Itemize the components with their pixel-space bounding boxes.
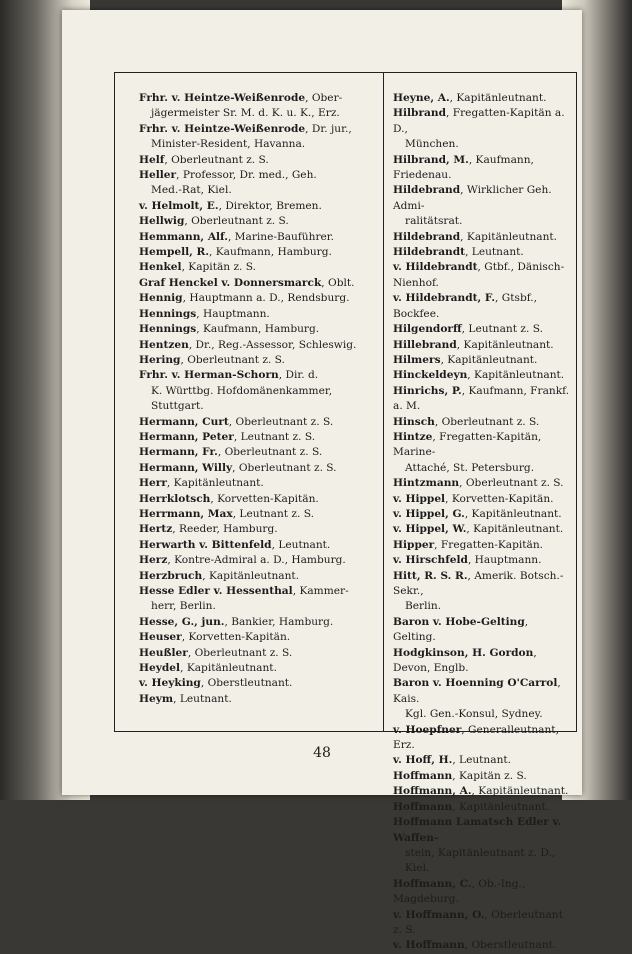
entry-text: , Fregatten-Kapitän, Marine- (393, 430, 542, 459)
directory-entry (393, 938, 571, 953)
entry-text: , Leutnant. (452, 754, 512, 767)
directory-entry (393, 91, 571, 106)
entry-name: Graf Henckel v. Donnersmarck (139, 276, 322, 289)
entry-text: , Kaufmann, Friedenau. (393, 153, 534, 182)
entry-name: Heuser (139, 631, 182, 644)
entry-name: v. Hoffmann, O. (393, 908, 485, 921)
entry-name: Hesse, G., jun. (139, 615, 225, 628)
directory-entry (393, 507, 571, 522)
directory-entry (139, 368, 377, 414)
entry-text: , Oberleutnant z. S. (228, 415, 334, 428)
entry-text: , Kapitän z. S. (452, 769, 527, 782)
entry-text: , Leutnant. (173, 692, 232, 705)
directory-entry (393, 769, 571, 784)
directory-entry (393, 476, 571, 491)
entry-name: Hilbrand (393, 107, 447, 120)
entry-continuation: jägermeister Sr. M. d. K. u. K., Erz. (151, 107, 340, 120)
directory-entry (393, 338, 571, 353)
entry-name: Hildebrand (393, 230, 461, 243)
entry-name: Hodgkinson, H. Gordon (393, 646, 534, 659)
directory-entry (393, 153, 571, 184)
right-column (393, 91, 571, 954)
entry-text: , Gtsbf., Bockfee. (393, 292, 537, 320)
directory-entry (393, 908, 571, 939)
directory-entry (139, 692, 377, 707)
entry-name: Hilmers (393, 353, 441, 366)
entry-text: , Oberstleutnant. (200, 677, 293, 690)
entry-name: Hildebrandt (393, 246, 466, 259)
entry-name: v. Hippel, W. (393, 523, 467, 536)
directory-entry (139, 630, 377, 645)
directory-entry (139, 522, 377, 537)
entry-text: , Direktor, Bremen. (218, 199, 322, 212)
directory-entry (139, 276, 377, 291)
directory-entry (393, 230, 571, 245)
directory-entry (139, 230, 377, 245)
entry-name: v. Hirschfeld (393, 554, 468, 567)
directory-entry (139, 569, 377, 584)
directory-entry (393, 646, 571, 677)
directory-entry (139, 661, 377, 676)
entry-name: Herzbruch (139, 569, 203, 582)
directory-entry (139, 507, 377, 522)
entry-name: Herrklotsch (139, 492, 211, 505)
entry-text: , Kontre-Admiral a. D., Hamburg. (167, 554, 346, 567)
directory-entry (393, 353, 571, 368)
entry-name: Baron v. Hobe-Gelting (393, 615, 525, 628)
entry-name: Heydel (139, 662, 181, 675)
entry-text: , Kapitänleutnant. (456, 338, 554, 351)
directory-entry (393, 183, 571, 229)
entry-name: Hitt, R. S. R. (393, 569, 468, 582)
entry-text: , Oberleutnant z. S. (459, 477, 564, 490)
directory-entry (139, 307, 377, 322)
directory-entry (139, 168, 377, 199)
entry-text: , Fregatten-Kapitän. (434, 538, 544, 551)
entry-name: Henkel (139, 261, 182, 274)
entry-text: , Leutnant z. S. (232, 507, 314, 520)
entry-text: , Oberleutnant z. S. (184, 215, 289, 228)
entry-name: Heußler (139, 646, 188, 659)
entry-continuation: Med.-Rat, Kiel. (151, 184, 232, 197)
entry-text: , Leutnant. (271, 538, 331, 551)
entry-text: , Kapitänleutnant. (449, 92, 547, 104)
directory-entry (139, 199, 377, 214)
entry-name: Hentzen (139, 338, 189, 351)
entry-name: Hertz (139, 523, 173, 536)
entry-name: Hipper (393, 538, 435, 551)
entry-name: Frhr. v. Heintze-Weißenrode (139, 92, 306, 104)
entry-text: , Oberleutnant z. S. (180, 353, 285, 366)
directory-entry (393, 553, 571, 568)
directory-entry (393, 877, 571, 908)
entry-name: v. Hippel, G. (393, 507, 465, 520)
directory-entry (139, 338, 377, 353)
entry-name: Hennings (139, 307, 197, 320)
entry-text: , Amerik. Botsch.-Sekr., (393, 569, 564, 597)
entry-text: , Ob.-Ing., Magdeburg. (393, 877, 526, 906)
directory-entry (393, 615, 571, 646)
entry-name: Hermann, Fr. (139, 446, 218, 459)
directory-entry (139, 122, 377, 153)
entry-continuation: München. (405, 138, 459, 151)
entry-name: Hinrichs, P. (393, 384, 462, 397)
directory-entry (393, 800, 571, 815)
directory-entry (139, 91, 377, 122)
entry-name: Hennig (139, 292, 183, 305)
entry-text: , Kais. (393, 677, 561, 705)
entry-name: v. Hoffmann (393, 939, 465, 952)
entry-text: , Kaufmann, Hamburg. (196, 323, 320, 336)
directory-entry (393, 569, 571, 615)
entry-name: Hoffmann, C. (393, 877, 472, 890)
entry-continuation: stein, Kapitänleutnant z. D., Kiel. (405, 846, 556, 875)
entry-text: , Oberleutnant z. S. (393, 908, 563, 936)
entry-name: Hilbrand, M. (393, 153, 469, 166)
entry-text: , Devon, Englb. (393, 646, 537, 675)
entry-text: , Oberleutnant z. S. (434, 415, 540, 428)
entry-continuation: Attaché, St. Petersburg. (405, 461, 535, 474)
entry-name: Hoffmann (393, 769, 453, 782)
entry-continuation: Berlin. (405, 600, 442, 613)
entry-text: , Kapitänleutnant. (440, 353, 538, 366)
entry-text: , Dr. jur., (305, 122, 352, 135)
entry-name: Heller (139, 169, 177, 182)
entry-name: Heym (139, 692, 174, 705)
entry-name: Helf (139, 153, 165, 166)
entry-name: Hintze (393, 430, 433, 443)
entry-text: , Leutnant z. S. (233, 430, 316, 443)
directory-entry (393, 368, 571, 383)
directory-entry (139, 353, 377, 368)
directory-entry (393, 676, 571, 722)
directory-entry (139, 476, 377, 491)
directory-entry (393, 522, 571, 537)
entry-name: Hintzmann (393, 477, 460, 490)
entry-text: , Bankier, Hamburg. (224, 615, 334, 628)
entry-name: v. Hildebrandt (393, 261, 478, 274)
entry-name: v. Hoepfner (393, 723, 462, 736)
entry-name: Hilgendorff (393, 323, 462, 336)
directory-entry (139, 153, 377, 168)
directory-entry (139, 615, 377, 630)
entry-continuation: Stuttgart. (151, 400, 204, 413)
directory-entry (139, 676, 377, 691)
entry-name: Herwarth v. Bittenfeld (139, 538, 272, 551)
directory-entry (139, 322, 377, 337)
directory-entry (139, 430, 377, 445)
entry-name: v. Heyking (139, 677, 201, 690)
directory-entry (139, 214, 377, 229)
entry-text: , Professor, Dr. med., Geh. (176, 169, 317, 182)
entry-name: Frhr. v. Herman-Schorn (139, 369, 279, 382)
entry-text: , Kaufmann, Frankf. a. M. (393, 384, 570, 413)
entry-text: , Hauptmann. (196, 307, 270, 320)
entry-text: , Kapitänleutnant. (180, 662, 277, 675)
directory-entry (393, 538, 571, 553)
entry-text: , Oberleutnant z. S. (187, 646, 293, 659)
entry-text: , Dr., Reg.-Assessor, Schleswig. (188, 338, 357, 351)
entry-text: , Kaufmann, Hamburg. (209, 246, 332, 259)
directory-entry (393, 815, 571, 877)
entry-name: Baron v. Hoenning O'Carrol (393, 677, 558, 690)
entry-text: , Kapitänleutnant. (471, 785, 569, 798)
entry-text: , Oberleutnant z. S. (217, 446, 323, 459)
directory-entry (139, 245, 377, 260)
entry-text: , Ober- (305, 92, 343, 104)
entry-continuation: Kgl. Gen.-Konsul, Sydney. (405, 708, 543, 721)
entry-name: Hermann, Curt (139, 415, 229, 428)
entry-text: , Oberstleutnant. (464, 939, 557, 952)
entry-text: , Korvetten-Kapitän. (181, 631, 291, 644)
entry-name: v. Hippel (393, 492, 446, 505)
entry-text: , Kapitänleutnant. (166, 477, 264, 490)
entry-text: , Marine-Bauführer. (227, 230, 335, 243)
entry-name: Frhr. v. Heintze-Weißenrode (139, 122, 306, 135)
directory-entry (139, 291, 377, 306)
entry-name: Hoffmann, A. (393, 785, 472, 798)
directory-entry (393, 291, 571, 322)
directory-entry (139, 445, 377, 460)
entry-text: , Generalleutnant, Erz. (393, 723, 559, 752)
entry-text: , Oblt. (321, 276, 355, 289)
directory-entry (139, 538, 377, 553)
directory-entry (139, 260, 377, 275)
entry-name: Hering (139, 353, 181, 366)
entry-name: Herz (139, 554, 168, 567)
entry-name: Hillebrand (393, 338, 457, 351)
entry-text: , Gtbf., Dänisch-Nienhof. (393, 261, 565, 289)
entry-text: , Hauptmann a. D., Rendsburg. (182, 292, 350, 305)
entry-text: , Dir. d. (278, 369, 319, 382)
entry-text: , Leutnant z. S. (461, 323, 543, 336)
entry-text: , Oberleutnant z. S. (164, 153, 269, 166)
entry-text: , Leutnant. (465, 246, 524, 259)
book-page (62, 10, 582, 952)
entry-text: , Hauptmann. (467, 554, 542, 567)
directory-entry (393, 415, 571, 430)
directory-entry (393, 784, 571, 799)
directory-entry (393, 492, 571, 507)
directory-entry (393, 322, 571, 337)
entry-text: , Wirklicher Geh. Admi- (393, 184, 552, 212)
entry-text: , Kapitänleutnant. (460, 230, 558, 243)
directory-entry (393, 245, 571, 260)
entry-name: v. Hildebrandt, F. (393, 292, 496, 305)
entry-name: Hemmann, Alf. (139, 230, 228, 243)
directory-entry (139, 492, 377, 507)
entry-text: , Reeder, Hamburg. (172, 523, 278, 536)
entry-continuation: Minister-Resident, Havanna. (151, 138, 306, 151)
entry-name: Hermann, Willy (139, 461, 233, 474)
directory-entry (139, 415, 377, 430)
entry-continuation: ralitätsrat. (405, 215, 463, 228)
directory-entry (393, 384, 571, 415)
entry-text: , Kapitänleutnant. (202, 569, 300, 582)
entry-text: , Kapitänleutnant. (452, 800, 550, 813)
entry-name: Hildebrand (393, 184, 461, 197)
entry-text: , Korvetten-Kapitän. (210, 492, 319, 505)
directory-entry (139, 553, 377, 568)
entry-text: , Gelting. (393, 615, 529, 644)
entry-name: Herrmann, Max (139, 507, 233, 520)
entry-name: Hermann, Peter (139, 430, 234, 443)
entry-name: Hempell, R. (139, 246, 210, 259)
entry-text: , Kapitänleutnant. (464, 507, 562, 520)
entry-name: Hinsch (393, 415, 435, 428)
entry-name: Hinckeldeyn (393, 369, 468, 382)
entry-name: Hesse Edler v. Hessenthal (139, 585, 293, 597)
entry-name: Hoffmann Lamatsch Edler v. Waffen- (393, 816, 562, 844)
directory-entry (393, 260, 571, 291)
entry-name: Hoffmann (393, 800, 453, 813)
entry-name: Heyne, A. (393, 92, 450, 104)
page-number: 48 (313, 745, 331, 761)
column-divider (383, 73, 384, 731)
entry-text: , Kapitän z. S. (181, 261, 257, 274)
directory-entry (393, 430, 571, 476)
entry-text: , Kapitänleutnant. (466, 523, 564, 536)
entry-name: v. Helmolt, E. (139, 199, 219, 212)
left-column (139, 91, 377, 707)
entry-name: Hellwig (139, 215, 185, 228)
directory-entry (139, 584, 377, 615)
entry-text: , Oberleutnant z. S. (232, 461, 337, 474)
entry-name: v. Hoff, H. (393, 754, 453, 767)
entry-text: , Fregatten-Kapitän a. D., (393, 107, 565, 135)
entry-name: Herr (139, 477, 167, 490)
entry-name: Hennings (139, 323, 197, 336)
entry-continuation: herr, Berlin. (151, 600, 216, 613)
directory-entry (139, 646, 377, 661)
entry-text: , Kammer- (292, 585, 349, 597)
directory-entry (393, 106, 571, 152)
directory-entry (139, 461, 377, 476)
entry-text: , Korvetten-Kapitän. (445, 492, 554, 505)
entry-continuation: K. Württbg. Hofdomänenkammer, (151, 384, 333, 397)
entry-text: , Kapitänleutnant. (467, 369, 565, 382)
